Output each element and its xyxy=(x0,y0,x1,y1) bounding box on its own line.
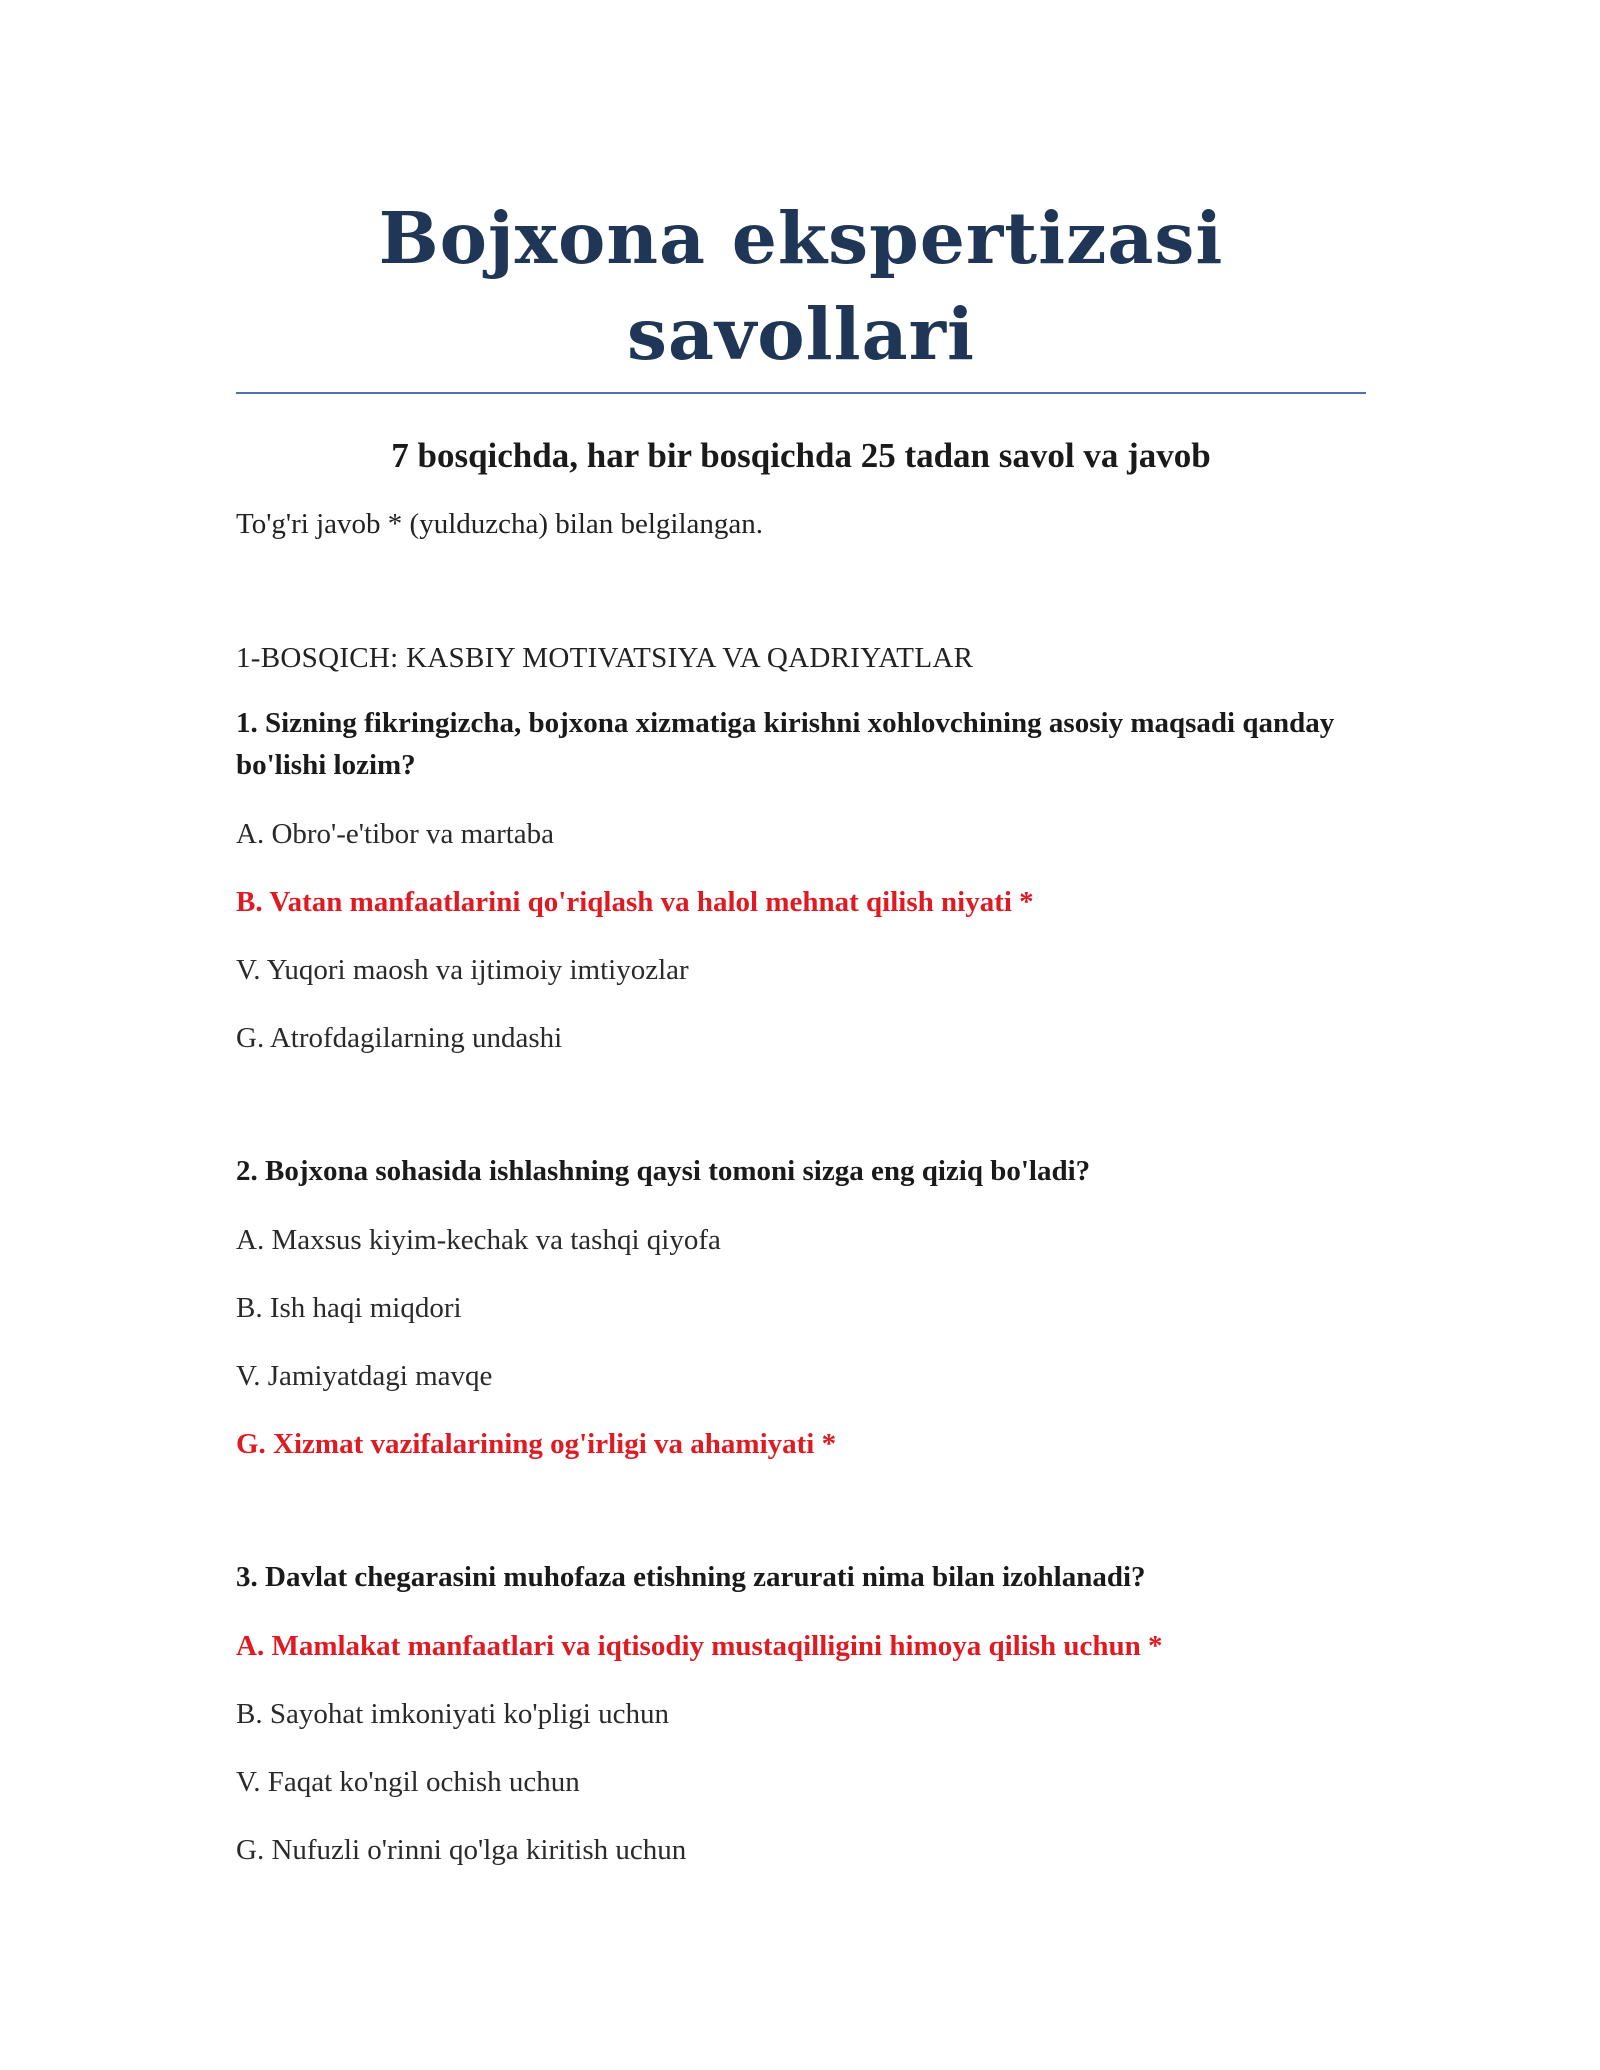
question-block-3 xyxy=(236,1556,1366,1870)
answer-option-b: B. Ish haqi miqdori xyxy=(236,1292,462,1324)
question-text: 2. Bojxona sohasida ishlashning qaysi tomoni sizga eng qiziq bo'ladi? xyxy=(236,1155,1091,1187)
document-subtitle: 7 bosqichda, har bir bosqichda 25 tadan savol va javob xyxy=(391,436,1211,475)
answer-option-v: V. Jamiyatdagi mavqe xyxy=(236,1360,493,1392)
answer-key-note: To'g'ri javob * (yulduzcha) bilan belgilangan. xyxy=(236,508,764,540)
title-underline-rule xyxy=(236,392,1366,394)
question-text: 3. Davlat chegarasini muhofaza etishning zarurati nima bilan izohlanadi? xyxy=(236,1561,1146,1593)
question-text: 1. Sizning fikringizcha, bojxona xizmatiga kirishni xohlovchining asosiy maqsadi qanday bo'lishi lozim? xyxy=(236,707,1335,781)
question-block-1 xyxy=(236,702,1366,1058)
answer-option-v: V. Yuqori maosh va ijtimoiy imtiyozlar xyxy=(236,954,689,986)
stage-heading: 1-BOSQICH: KASBIY MOTIVATSIYA VA QADRIYATLAR xyxy=(236,642,974,674)
answer-option-a: A. Maxsus kiyim-kechak va tashqi qiyofa xyxy=(236,1224,721,1256)
answer-option-g: G. Xizmat vazifalarining og'irligi va ahamiyati * xyxy=(236,1428,837,1460)
answer-option-a: A. Obro'-e'tibor va martaba xyxy=(236,818,555,850)
answer-option-g: G. Nufuzli o'rinni qo'lga kiritish uchun xyxy=(236,1834,687,1866)
answer-option-a: A. Mamlakat manfaatlari va iqtisodiy mustaqilligini himoya qilish uchun * xyxy=(236,1630,1163,1662)
document-page xyxy=(236,190,1366,1870)
answer-option-v: V. Faqat ko'ngil ochish uchun xyxy=(236,1766,580,1798)
answer-option-b: B. Sayohat imkoniyati ko'pligi uchun xyxy=(236,1698,669,1730)
question-block-2 xyxy=(236,1150,1366,1464)
answer-option-g: G. Atrofdagilarning undashi xyxy=(236,1022,563,1054)
document-title: Bojxona ekspertizasi savollari xyxy=(378,196,1224,376)
answer-option-b: B. Vatan manfaatlarini qo'riqlash va halol mehnat qilish niyati * xyxy=(236,886,1034,918)
